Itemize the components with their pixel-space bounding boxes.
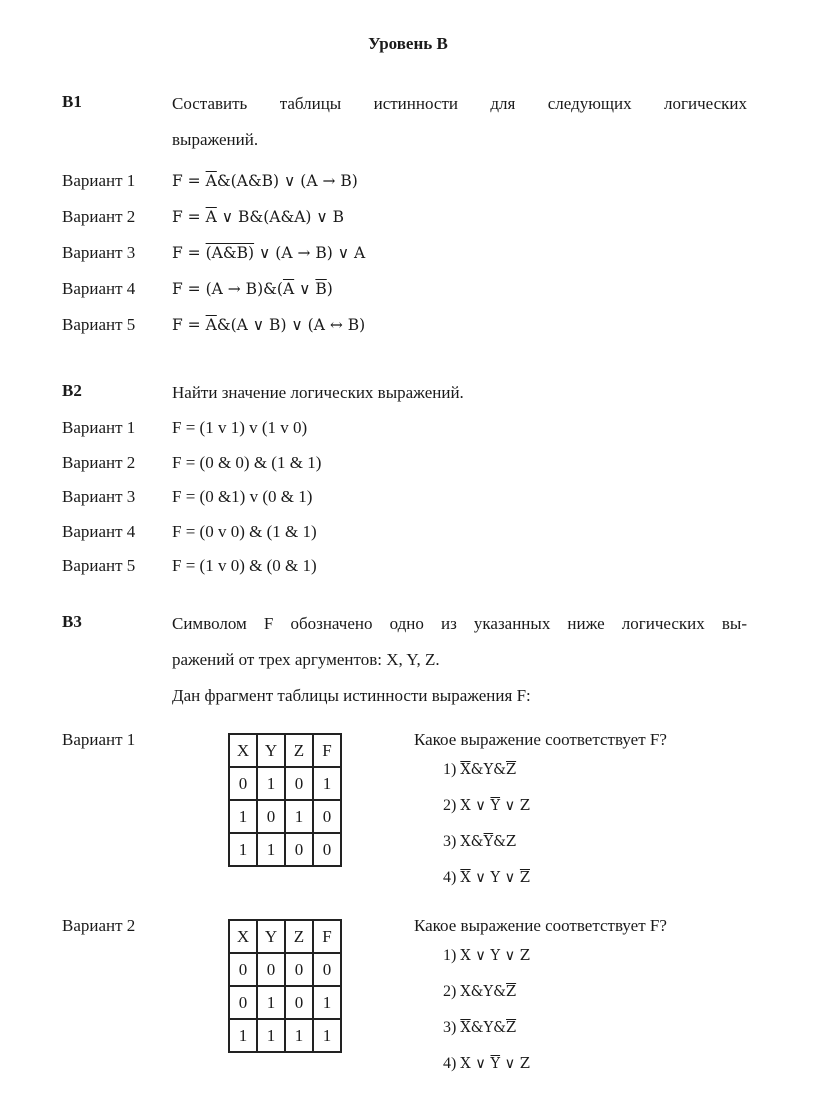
table-cell: 0 xyxy=(285,986,313,1019)
negated-term: $\overline{Y}$ xyxy=(490,1056,501,1072)
variant-label: Вариант 5 xyxy=(62,315,136,334)
negated-term: $\overline{A}$ xyxy=(205,316,217,334)
table-header-cell: Z xyxy=(285,734,313,767)
answer-option xyxy=(443,869,530,887)
table-header-cell: X xyxy=(229,734,257,767)
negated-term: $\overline{Z}$ xyxy=(506,762,517,778)
table-cell: 1 xyxy=(257,767,285,800)
table-cell: 1 xyxy=(313,1019,341,1052)
task-b3-text xyxy=(172,606,747,714)
negated-term: $\overline{X}$ xyxy=(460,762,471,778)
option-formula xyxy=(460,948,530,964)
table-row xyxy=(229,986,341,1019)
negated-term: $\overline{B}$ xyxy=(315,280,327,298)
negated-term: $\overline{Y}$ xyxy=(490,798,501,814)
expr-segment: X&Y& xyxy=(460,984,507,1000)
page-title: Уровень B xyxy=(368,34,448,53)
negated-term: $\overline{Z}$ xyxy=(506,984,517,1000)
question-text: Какое выражение соответствует F? xyxy=(414,730,667,749)
table-cell: 1 xyxy=(313,986,341,1019)
variant-label: Вариант 1 xyxy=(62,171,136,190)
expr-segment: ) xyxy=(326,280,333,298)
expr-segment: F = xyxy=(172,316,206,334)
negated-term: $\overline{X}$ xyxy=(460,870,471,886)
expr-segment: &(A&B) ∨ (A → B) xyxy=(216,172,358,190)
table-cell: 1 xyxy=(229,833,257,866)
negated-term: $\overline{X}$ xyxy=(460,1020,471,1036)
variant-label: Вариант 3 xyxy=(62,243,136,262)
table-header-cell: F xyxy=(313,920,341,953)
task-b3-text-line2: ражений от трех аргументов: X, Y, Z. xyxy=(172,650,440,669)
expr-segment: &Y& xyxy=(470,762,507,778)
option-formula xyxy=(460,870,530,886)
task-code-b1: B1 xyxy=(62,92,82,111)
table-cell: 0 xyxy=(285,833,313,866)
expr-segment: F = xyxy=(172,244,206,262)
task-b1-text-line1: Составить таблицы истинности для следующих логических xyxy=(172,94,747,113)
table-header-cell: X xyxy=(229,920,257,953)
table-header-cell: Y xyxy=(257,920,285,953)
answer-option xyxy=(443,1019,516,1037)
table-cell: 0 xyxy=(313,833,341,866)
formula: F = (0 &1) v (0 & 1) xyxy=(172,487,313,506)
variant-label: Вариант 2 xyxy=(62,916,136,935)
variant-label: Вариант 3 xyxy=(62,487,136,506)
table-cell: 0 xyxy=(229,767,257,800)
table-row xyxy=(229,953,341,986)
negated-term: $\overline{A}$ xyxy=(205,208,217,226)
option-formula xyxy=(460,1020,516,1036)
variant-label: Вариант 4 xyxy=(62,279,136,298)
table-cell: 1 xyxy=(285,800,313,833)
formula: F = (0 v 0) & (1 & 1) xyxy=(172,521,317,541)
table-header-cell: Y xyxy=(257,734,285,767)
formula xyxy=(172,199,344,235)
table-cell: 1 xyxy=(285,1019,313,1052)
option-formula xyxy=(460,834,516,850)
table-cell: 1 xyxy=(229,1019,257,1052)
table-cell: 1 xyxy=(257,1019,285,1052)
task-b3-text-line3: Дан фрагмент таблицы истинности выражения F: xyxy=(172,686,531,705)
task-code-b2: B2 xyxy=(62,381,82,400)
truth-table xyxy=(228,733,342,867)
expr-segment: ∨ xyxy=(294,280,316,298)
task-b1-text-line2: выражений. xyxy=(172,130,259,149)
answer-option xyxy=(443,1055,530,1073)
table-cell: 1 xyxy=(313,767,341,800)
table-row xyxy=(229,833,341,866)
table-cell: 1 xyxy=(229,800,257,833)
variant-label: Вариант 1 xyxy=(62,418,136,437)
table-cell: 0 xyxy=(313,800,341,833)
expr-segment: ∨ Y ∨ xyxy=(470,870,520,886)
formula xyxy=(172,307,365,343)
variant-label: Вариант 4 xyxy=(62,521,136,541)
option-formula xyxy=(460,762,516,778)
answer-option xyxy=(443,983,516,1001)
expr-segment: ∨ Z xyxy=(500,1056,530,1072)
table-header-cell: F xyxy=(313,734,341,767)
expr-segment: F = xyxy=(172,208,206,226)
formula: F = (0 & 0) & (1 & 1) xyxy=(172,452,322,472)
variant-label: Вариант 2 xyxy=(62,452,136,472)
option-number: 3) xyxy=(443,833,461,850)
expr-segment: F = xyxy=(172,172,206,190)
expr-segment: X ∨ Y ∨ Z xyxy=(460,948,530,964)
table-header-cell: Z xyxy=(285,920,313,953)
option-formula xyxy=(460,1056,530,1072)
expr-segment: F = (A → B)&( xyxy=(172,280,283,298)
variant-label: Вариант 1 xyxy=(62,730,136,749)
answer-option xyxy=(443,833,516,851)
variant-label: Вариант 2 xyxy=(62,207,136,226)
question-text: Какое выражение соответствует F? xyxy=(414,916,667,935)
formula: F = (1 v 0) & (0 & 1) xyxy=(172,556,317,575)
option-formula xyxy=(460,984,516,1000)
table-cell: 0 xyxy=(257,800,285,833)
task-b1-text xyxy=(172,86,747,158)
table-row xyxy=(229,767,341,800)
negated-term: $\overline{A}$ xyxy=(205,172,217,190)
option-number: 1) xyxy=(443,761,461,778)
formula xyxy=(172,235,365,271)
negated-term: $\overline{Z}$ xyxy=(506,1020,517,1036)
negated-term: $\overline{Y}$ xyxy=(483,834,494,850)
negated-term: $\overline{A}$ xyxy=(282,280,295,298)
table-cell: 0 xyxy=(285,767,313,800)
expr-segment: ∨ Z xyxy=(500,798,530,814)
table-cell: 1 xyxy=(257,833,285,866)
table-cell: 0 xyxy=(313,953,341,986)
option-number: 4) xyxy=(443,1055,461,1072)
table-cell: 0 xyxy=(285,953,313,986)
negated-term: (A&B) xyxy=(205,244,255,262)
expr-segment: ∨ (A → B) ∨ A xyxy=(254,244,366,262)
expr-segment: &Y& xyxy=(470,1020,507,1036)
task-code-b3: B3 xyxy=(62,612,82,631)
expr-segment: ∨ B&(A&A) ∨ B xyxy=(216,208,345,226)
expr-segment: X ∨ xyxy=(460,798,491,814)
formula: F = (1 v 1) v (1 v 0) xyxy=(172,418,308,437)
expr-segment: &(A ∨ B) ∨ (A ↔ B) xyxy=(216,316,366,334)
expr-segment: X& xyxy=(460,834,484,850)
table-cell: 0 xyxy=(229,986,257,1019)
negated-term: $\overline{Z}$ xyxy=(519,870,530,886)
answer-option xyxy=(443,797,530,815)
option-number: 4) xyxy=(443,869,461,886)
option-number: 2) xyxy=(443,797,461,814)
formula xyxy=(172,163,358,199)
expr-segment: X ∨ xyxy=(460,1056,491,1072)
task-b3-text-line1: Символом F обозначено одно из указанных ниже логических вы- xyxy=(172,614,747,633)
table-cell: 0 xyxy=(257,953,285,986)
table-cell: 1 xyxy=(257,986,285,1019)
truth-table xyxy=(228,919,342,1053)
table-row xyxy=(229,800,341,833)
option-formula xyxy=(460,798,530,814)
answer-option xyxy=(443,761,516,779)
formula xyxy=(172,271,333,307)
expr-segment: &Z xyxy=(493,834,517,850)
table-row xyxy=(229,1019,341,1052)
option-number: 3) xyxy=(443,1019,461,1036)
variant-label: Вариант 5 xyxy=(62,556,136,575)
option-number: 1) xyxy=(443,947,461,964)
table-cell: 0 xyxy=(229,953,257,986)
answer-option xyxy=(443,947,530,965)
option-number: 2) xyxy=(443,983,461,1000)
task-b2-text: Найти значение логических выражений. xyxy=(172,383,464,402)
